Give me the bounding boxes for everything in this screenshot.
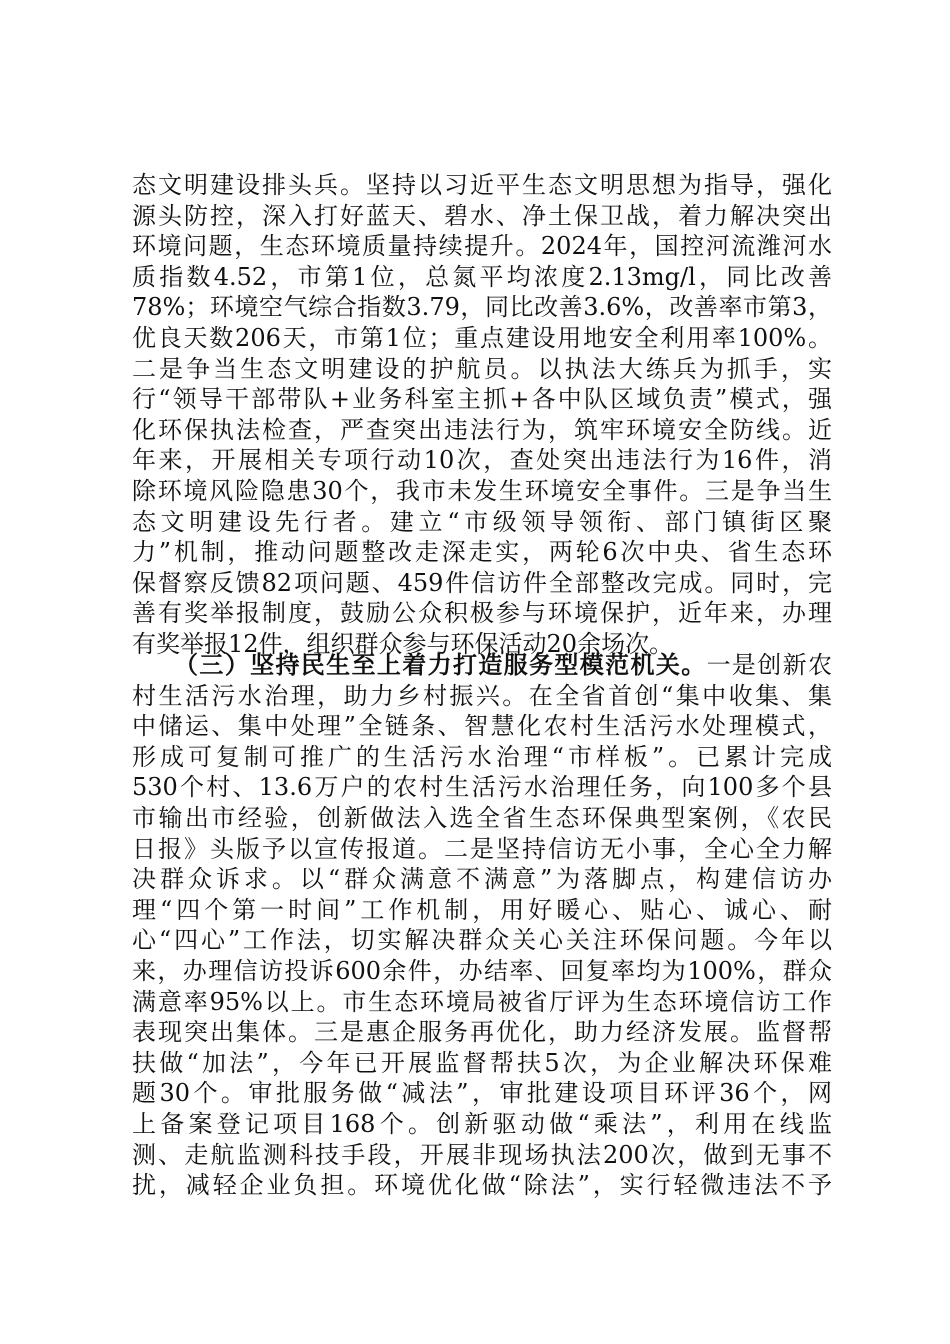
text-line: 中储运、集中处理”全链条、智慧化农村生活污水处理模式，	[132, 712, 832, 741]
text-line: 年来，开展相关专项行动10次，查处突出违法行为16件，消	[132, 446, 832, 475]
text-line: 扶做“加法”，今年已开展监督帮扶5次，为企业解决环保难	[132, 1048, 832, 1077]
text-line: 源头防控，深入打好蓝天、碧水、净土保卫战，着力解决突出	[132, 201, 832, 230]
text-line: 78%；环境空气综合指数3.79，同比改善3.6%，改善率市第3，	[132, 293, 832, 322]
text-line: 题30个。审批服务做“减法”，审批建设项目环评36个，网	[132, 1079, 832, 1108]
text-line: 有奖举报12件，组织群众参与环保活动20余场次。	[132, 629, 674, 658]
text-line: 化环保执法检查，严查突出违法行为，筑牢环境安全防线。近	[132, 415, 832, 444]
text-line: 心“四心”工作法，切实解决群众关心关注环保问题。今年以	[132, 926, 832, 955]
text-line: 善有奖举报制度，鼓励公众积极参与环境保护，近年来，办理	[132, 599, 832, 628]
text-line: 决群众诉求。以“群众满意不满意”为落脚点，构建信访办	[132, 865, 832, 894]
text-line: 扰，减轻企业负担。环境优化做“除法”，实行轻微违法不予	[132, 1171, 832, 1200]
text-line: 力”机制，推动问题整改走深走实，两轮6次中央、省生态环	[132, 538, 832, 567]
body-paragraph-1	[132, 170, 832, 660]
text-line: 质指数4.52，市第1位，总氮平均浓度2.13mg/l，同比改善	[132, 262, 832, 291]
text-line: 态文明建设排头兵。坚持以习近平生态文明思想为指导，强化	[132, 171, 832, 199]
text-line: 除环境风险隐患30个，我市未发生环境安全事件。三是争当生	[132, 476, 832, 505]
text-run: 一是创新农	[706, 651, 833, 679]
text-line: 来，办理信访投诉600余件，办结率、回复率均为100%，群众	[132, 956, 832, 985]
text-line: 日报》头版予以宣传报道。二是坚持信访无小事，全心全力解	[132, 834, 832, 863]
body-paragraph-2	[132, 650, 832, 1201]
text-line: 保督察反馈82项问题、459件信访件全部整改完成。同时，完	[132, 568, 832, 597]
text-line: 测、走航监测科技手段，开展非现场执法200次，做到无事不	[132, 1140, 832, 1169]
text-line: 村生活污水治理，助力乡村振兴。在全省首创“集中收集、集	[132, 681, 832, 710]
text-line: 形成可复制可推广的生活污水治理“市样板”。已累计完成	[132, 742, 832, 771]
text-line: 市输出市经验，创新做法入选全省生态环保典型案例，《农民	[132, 803, 832, 832]
text-line: 态文明建设先行者。建立“市级领导领衔、部门镇街区聚	[132, 507, 832, 536]
section-heading: （三）坚持民生至上着力打造服务型模范机关。	[174, 650, 707, 679]
section-heading-line	[132, 650, 832, 681]
text-line: 理“四个第一时间”工作机制，用好暖心、贴心、诚心、耐	[132, 895, 832, 924]
text-line: 表现突出集体。三是惠企服务再优化，助力经济发展。监督帮	[132, 1018, 832, 1047]
text-line: 环境问题，生态环境质量持续提升。2024年，国控河流潍河水	[132, 232, 832, 261]
text-line: 行“领导干部带队+业务科室主抓+各中队区域负责”模式，强	[132, 385, 832, 414]
text-line: 优良天数206天，市第1位；重点建设用地安全利用率100%。	[132, 323, 832, 352]
text-line: 满意率95%以上。市生态环境局被省厅评为生态环境信访工作	[132, 987, 832, 1016]
text-line: 上备案登记项目168个。创新驱动做“乘法”，利用在线监	[132, 1109, 832, 1138]
text-line: 二是争当生态文明建设的护航员。以执法大练兵为抓手，实	[132, 354, 832, 383]
text-line: 530个村、13.6万户的农村生活污水治理任务，向100多个县	[132, 773, 832, 802]
